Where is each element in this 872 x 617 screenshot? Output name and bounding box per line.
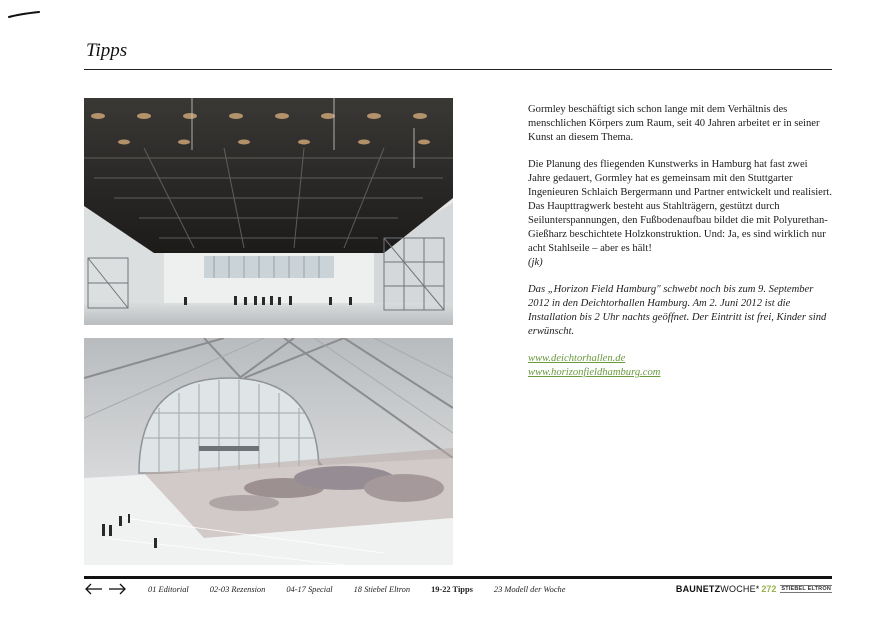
arrow-right-icon[interactable] [107,582,127,596]
issue-number: 272 [761,584,777,594]
arrow-left-icon[interactable] [84,582,104,596]
brand-mark: * [755,584,760,594]
nav-tipps[interactable]: 19-22 Tipps [431,585,473,594]
photo-exhibition-hall-installation [84,338,453,565]
link-list [528,352,832,380]
article-paragraph-1: Gormley beschäftigt sich schon lange mit dem Verhältnis des menschlichen Körpers zum Raum, seit 40 Jahren arbeitet er in seiner Kunst an diesem Thema. [528,104,820,143]
brand-logo [676,584,832,594]
article-text [528,103,832,380]
nav-rezension[interactable]: 02-03 Rezension [209,585,266,594]
nav-modell-der-woche[interactable]: 23 Modell der Woche [493,585,566,594]
header-divider [84,69,832,70]
page-title: Tipps [86,40,128,61]
brand-name-bold: BAUNETZ [675,584,721,594]
link-deichtorhallen[interactable]: www.deichtorhallen.de [528,353,626,364]
brand-name-regular: WOCHE [720,584,756,594]
article-paragraph-2: Die Planung des fliegenden Kunstwerks in Hamburg hat fast zwei Jahre gedauert, Gormley hat es gemeinsam mit den Stuttgarter Ingenieuren Schlaich Bergermann und Partner entwickelt und realisiert. Das Haupttragwerk besteht aus Stahlträgern, gestützt durch Seilunterspannungen, den Fußbodenaufbau bildet die mit Polyurethan-Gießharz beschichtete Holzkonstruktion. Und: Ja, es sind wirklich nur acht Stahlseile – aber es hält! [528,159,832,254]
footer-divider [84,576,832,579]
footer-navigation [148,585,586,594]
link-horizonfieldhamburg[interactable]: www.horizonfieldhamburg.com [528,367,661,378]
nav-special[interactable]: 04-17 Special [286,585,333,594]
photo-exhibition-hall-ceiling [84,98,453,325]
nav-stiebel-eltron[interactable]: 18 Stiebel Eltron [353,585,411,594]
sponsor-logo: STIEBEL ELTRON [781,586,831,592]
article-paragraph-3: Das „Horizon Field Hamburg" schwebt noch bis zum 9. September 2012 in den Deichtorhallen Hamburg. Am 2. Juni 2012 ist die Installation bis 2 Uhr nachts geöffnet. Der Eintritt ist frei, Kinder sind erwünscht. [528,284,827,337]
nav-editorial[interactable]: 01 Editorial [148,585,189,594]
author-signature: (jk) [528,257,543,268]
logo-mark [8,11,40,19]
